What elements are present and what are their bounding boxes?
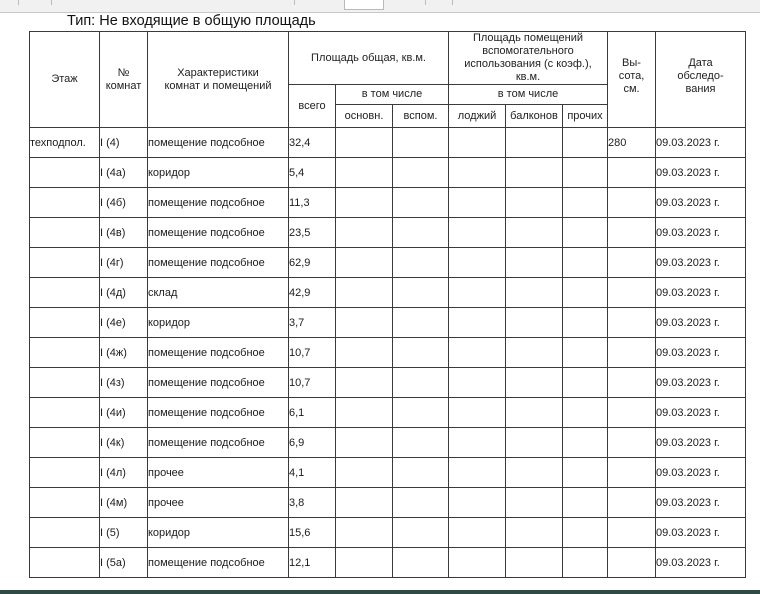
floor-cell: [30, 368, 100, 398]
aux-area-cell: [393, 368, 449, 398]
room-number-cell: I (4ж): [100, 338, 148, 368]
header-aux-area: Площадь помещений вспомогательного использования (с коэф.), кв.м.: [449, 32, 608, 85]
toolbar-separator: [294, 0, 295, 5]
table-row: [30, 548, 746, 578]
description-cell: помещение подсобное: [148, 428, 289, 458]
loggias-cell: [449, 548, 506, 578]
survey-date-cell: 09.03.2023 г.: [656, 428, 746, 458]
loggias-cell: [449, 248, 506, 278]
description-cell: склад: [148, 278, 289, 308]
survey-date-cell: 09.03.2023 г.: [656, 158, 746, 188]
floor-cell: [30, 278, 100, 308]
other-cell: [563, 488, 608, 518]
table-row: [30, 368, 746, 398]
main-area-cell: [336, 488, 393, 518]
description-cell: помещение подсобное: [148, 218, 289, 248]
aux-area-cell: [393, 188, 449, 218]
balconies-cell: [506, 368, 563, 398]
room-number-cell: I (4в): [100, 218, 148, 248]
loggias-cell: [449, 278, 506, 308]
room-number-cell: I (4к): [100, 428, 148, 458]
main-area-cell: [336, 398, 393, 428]
main-area-cell: [336, 308, 393, 338]
total-area-cell: 23,5: [289, 218, 336, 248]
room-number-cell: I (4б): [100, 188, 148, 218]
balconies-cell: [506, 518, 563, 548]
survey-date-cell: 09.03.2023 г.: [656, 188, 746, 218]
other-cell: [563, 428, 608, 458]
floor-cell: [30, 158, 100, 188]
floor-cell: [30, 548, 100, 578]
survey-date-cell: 09.03.2023 г.: [656, 548, 746, 578]
floor-cell: [30, 398, 100, 428]
room-number-cell: I (4а): [100, 158, 148, 188]
floor-cell: [30, 248, 100, 278]
other-cell: [563, 188, 608, 218]
main-area-cell: [336, 218, 393, 248]
main-area-cell: [336, 278, 393, 308]
total-area-cell: 10,7: [289, 338, 336, 368]
height-cell: 280: [608, 128, 656, 158]
other-cell: [563, 338, 608, 368]
main-area-cell: [336, 458, 393, 488]
table-row: [30, 218, 746, 248]
description-cell: помещение подсобное: [148, 188, 289, 218]
total-area-cell: 4,1: [289, 458, 336, 488]
header-loggias: лоджий: [449, 105, 506, 128]
survey-date-cell: 09.03.2023 г.: [656, 368, 746, 398]
balconies-cell: [506, 548, 563, 578]
description-cell: помещение подсобное: [148, 338, 289, 368]
height-cell: [608, 308, 656, 338]
other-cell: [563, 248, 608, 278]
toolbar-separator: [51, 0, 52, 5]
total-area-cell: 62,9: [289, 248, 336, 278]
table-row: [30, 398, 746, 428]
survey-date-cell: 09.03.2023 г.: [656, 218, 746, 248]
other-cell: [563, 368, 608, 398]
header-total-area: Площадь общая, кв.м.: [289, 32, 449, 85]
table-row: [30, 488, 746, 518]
table-row: [30, 338, 746, 368]
header-balconies: балконов: [506, 105, 563, 128]
total-area-cell: 42,9: [289, 278, 336, 308]
viewer-toolbar: [0, 0, 760, 13]
loggias-cell: [449, 188, 506, 218]
header-floor: Этаж: [30, 32, 100, 128]
balconies-cell: [506, 458, 563, 488]
height-cell: [608, 428, 656, 458]
loggias-cell: [449, 128, 506, 158]
table-row: [30, 308, 746, 338]
balconies-cell: [506, 188, 563, 218]
total-area-cell: 6,9: [289, 428, 336, 458]
loggias-cell: [449, 488, 506, 518]
header-height: Вы- сота, см.: [608, 32, 656, 128]
main-area-cell: [336, 188, 393, 218]
survey-date-cell: 09.03.2023 г.: [656, 308, 746, 338]
room-number-cell: I (4д): [100, 278, 148, 308]
description-cell: прочее: [148, 458, 289, 488]
aux-area-cell: [393, 428, 449, 458]
height-cell: [608, 368, 656, 398]
header-aux: вспом.: [393, 105, 449, 128]
aux-area-cell: [393, 338, 449, 368]
description-cell: помещение подсобное: [148, 128, 289, 158]
description-cell: помещение подсобное: [148, 248, 289, 278]
floor-cell: [30, 428, 100, 458]
balconies-cell: [506, 308, 563, 338]
height-cell: [608, 518, 656, 548]
header-total: всего: [289, 85, 336, 128]
description-cell: коридор: [148, 308, 289, 338]
description-cell: коридор: [148, 158, 289, 188]
aux-area-cell: [393, 458, 449, 488]
total-area-cell: 12,1: [289, 548, 336, 578]
total-area-cell: 15,6: [289, 518, 336, 548]
aux-area-cell: [393, 248, 449, 278]
loggias-cell: [449, 338, 506, 368]
room-number-cell: I (5а): [100, 548, 148, 578]
floor-cell: [30, 518, 100, 548]
loggias-cell: [449, 458, 506, 488]
room-number-cell: I (4): [100, 128, 148, 158]
other-cell: [563, 518, 608, 548]
survey-date-cell: 09.03.2023 г.: [656, 128, 746, 158]
height-cell: [608, 158, 656, 188]
room-number-cell: I (5): [100, 518, 148, 548]
table-row: [30, 428, 746, 458]
aux-area-cell: [393, 278, 449, 308]
balconies-cell: [506, 218, 563, 248]
table-row: [30, 278, 746, 308]
balconies-cell: [506, 398, 563, 428]
rooms-table: [29, 31, 746, 578]
balconies-cell: [506, 338, 563, 368]
balconies-cell: [506, 428, 563, 458]
document-title: Тип: Не входящие в общую площадь: [67, 13, 316, 29]
survey-date-cell: 09.03.2023 г.: [656, 398, 746, 428]
other-cell: [563, 278, 608, 308]
loggias-cell: [449, 518, 506, 548]
main-area-cell: [336, 128, 393, 158]
balconies-cell: [506, 248, 563, 278]
description-cell: прочее: [148, 488, 289, 518]
bottom-edge: [0, 590, 760, 594]
main-area-cell: [336, 428, 393, 458]
main-area-cell: [336, 158, 393, 188]
room-number-cell: I (4г): [100, 248, 148, 278]
table-row: [30, 128, 746, 158]
total-area-cell: 11,3: [289, 188, 336, 218]
table-row: [30, 458, 746, 488]
table-row: [30, 188, 746, 218]
other-cell: [563, 458, 608, 488]
main-area-cell: [336, 248, 393, 278]
main-area-cell: [336, 368, 393, 398]
toolbar-separator: [18, 0, 19, 5]
height-cell: [608, 248, 656, 278]
aux-area-cell: [393, 488, 449, 518]
survey-date-cell: 09.03.2023 г.: [656, 518, 746, 548]
other-cell: [563, 398, 608, 428]
aux-area-cell: [393, 158, 449, 188]
total-area-cell: 3,7: [289, 308, 336, 338]
floor-cell: [30, 458, 100, 488]
toolbar-separator: [425, 0, 426, 5]
loggias-cell: [449, 368, 506, 398]
total-area-cell: 5,4: [289, 158, 336, 188]
header-room-number: № комнат: [100, 32, 148, 128]
other-cell: [563, 218, 608, 248]
total-area-cell: 10,7: [289, 368, 336, 398]
page-number-input[interactable]: [344, 0, 384, 10]
room-number-cell: I (4л): [100, 458, 148, 488]
height-cell: [608, 548, 656, 578]
balconies-cell: [506, 278, 563, 308]
floor-cell: [30, 308, 100, 338]
aux-area-cell: [393, 518, 449, 548]
main-area-cell: [336, 518, 393, 548]
aux-area-cell: [393, 308, 449, 338]
height-cell: [608, 218, 656, 248]
aux-area-cell: [393, 548, 449, 578]
balconies-cell: [506, 158, 563, 188]
survey-date-cell: 09.03.2023 г.: [656, 278, 746, 308]
room-number-cell: I (4и): [100, 398, 148, 428]
header-other: прочих: [563, 105, 608, 128]
floor-cell: техподпол.: [30, 128, 100, 158]
loggias-cell: [449, 428, 506, 458]
room-number-cell: I (4е): [100, 308, 148, 338]
table-row: [30, 248, 746, 278]
height-cell: [608, 488, 656, 518]
table-row: [30, 518, 746, 548]
aux-area-cell: [393, 218, 449, 248]
main-area-cell: [336, 338, 393, 368]
other-cell: [563, 308, 608, 338]
survey-date-cell: 09.03.2023 г.: [656, 338, 746, 368]
description-cell: коридор: [148, 518, 289, 548]
balconies-cell: [506, 488, 563, 518]
survey-date-cell: 09.03.2023 г.: [656, 248, 746, 278]
floor-cell: [30, 218, 100, 248]
header-including-2: в том числе: [449, 85, 608, 105]
main-area-cell: [336, 548, 393, 578]
height-cell: [608, 398, 656, 428]
floor-cell: [30, 188, 100, 218]
table-row: [30, 158, 746, 188]
loggias-cell: [449, 218, 506, 248]
room-number-cell: I (4з): [100, 368, 148, 398]
survey-date-cell: 09.03.2023 г.: [656, 488, 746, 518]
description-cell: помещение подсобное: [148, 398, 289, 428]
description-cell: помещение подсобное: [148, 548, 289, 578]
header-main: основн.: [336, 105, 393, 128]
other-cell: [563, 128, 608, 158]
header-characteristics: Характеристики комнат и помещений: [148, 32, 289, 128]
floor-cell: [30, 488, 100, 518]
height-cell: [608, 188, 656, 218]
total-area-cell: 32,4: [289, 128, 336, 158]
description-cell: помещение подсобное: [148, 368, 289, 398]
loggias-cell: [449, 398, 506, 428]
aux-area-cell: [393, 128, 449, 158]
loggias-cell: [449, 308, 506, 338]
aux-area-cell: [393, 398, 449, 428]
header-survey-date: Дата обследо- вания: [656, 32, 746, 128]
height-cell: [608, 278, 656, 308]
other-cell: [563, 548, 608, 578]
room-number-cell: I (4м): [100, 488, 148, 518]
height-cell: [608, 458, 656, 488]
toolbar-separator: [452, 0, 453, 5]
height-cell: [608, 338, 656, 368]
other-cell: [563, 158, 608, 188]
header-including-1: в том числе: [336, 85, 449, 105]
total-area-cell: 6,1: [289, 398, 336, 428]
survey-date-cell: 09.03.2023 г.: [656, 458, 746, 488]
balconies-cell: [506, 128, 563, 158]
total-area-cell: 3,8: [289, 488, 336, 518]
loggias-cell: [449, 158, 506, 188]
floor-cell: [30, 338, 100, 368]
